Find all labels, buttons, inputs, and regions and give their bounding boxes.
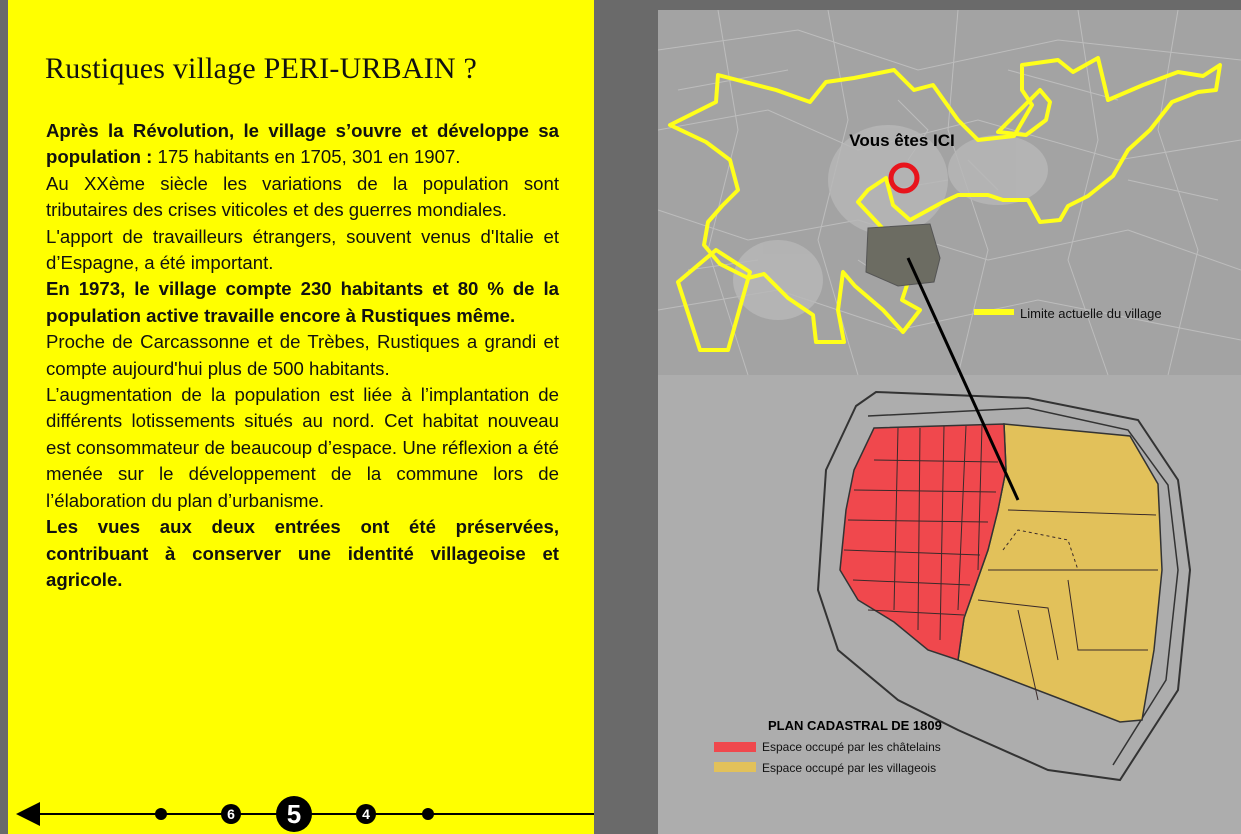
svg-text:5: 5: [286, 799, 302, 829]
paragraph: L’augmentation de la population est liée à l’implantation de différents lotissements situés au nord. Cet habitat nouveau est consommateur de beaucoup d’espace. Une réflexion a été menée sur le développement de la commune lors de l’élaboration du plan d’urbanisme.: [46, 384, 559, 511]
paragraph: Après la Révolution, le village s’ouvre et développe sa population : 175 habitants en 1705, 301 en 1907.: [46, 120, 559, 168]
villageois-legend-swatch: [714, 762, 756, 772]
paragraph: Au XXème siècle les variations de la population sont tributaires des crises viticoles et des guerres mondiales.: [46, 172, 559, 221]
timeline-marker-current[interactable]: [276, 796, 312, 832]
paragraph: En 1973, le village compte 230 habitants et 80 % de la population active travaille encore à Rustiques même.: [46, 278, 559, 326]
map: [658, 10, 1241, 834]
timeline-dot[interactable]: [155, 808, 167, 820]
limit-legend-label: Limite actuelle du village: [1020, 306, 1162, 321]
timeline-dot[interactable]: [422, 808, 434, 820]
paragraph: Proche de Carcassonne et de Trèbes, Rustiques a grandi et compte aujourd'hui plus de 500 habitants.: [46, 331, 559, 379]
villageois-legend-label: Espace occupé par les villageois: [762, 761, 937, 775]
paragraph: L'apport de travailleurs étrangers, souvent venus d'Italie et d’Espagne, a été important.: [46, 225, 559, 274]
paragraph: Les vues aux deux entrées ont été préservées, contribuant à conserver une identité villageoise et agricole.: [46, 516, 559, 590]
limit-legend-swatch: [974, 309, 1014, 315]
timeline-nav: [0, 780, 594, 834]
svg-text:6: 6: [227, 806, 235, 822]
cadastre-title: PLAN CADASTRAL DE 1809: [768, 718, 942, 733]
page-title: Rustiques village PERI-URBAIN ?: [45, 52, 478, 85]
timeline-marker-4[interactable]: [356, 804, 376, 824]
you-are-here-label: Vous êtes ICI: [849, 131, 955, 150]
back-arrow-icon[interactable]: [16, 802, 40, 826]
chatelains-legend-label: Espace occupé par les châtelains: [762, 740, 941, 754]
timeline-marker-6[interactable]: [221, 804, 241, 824]
cadastre-area-highlight: [866, 224, 940, 286]
chatelains-legend-swatch: [714, 742, 756, 752]
body-text: [46, 118, 559, 593]
svg-text:4: 4: [362, 806, 370, 822]
